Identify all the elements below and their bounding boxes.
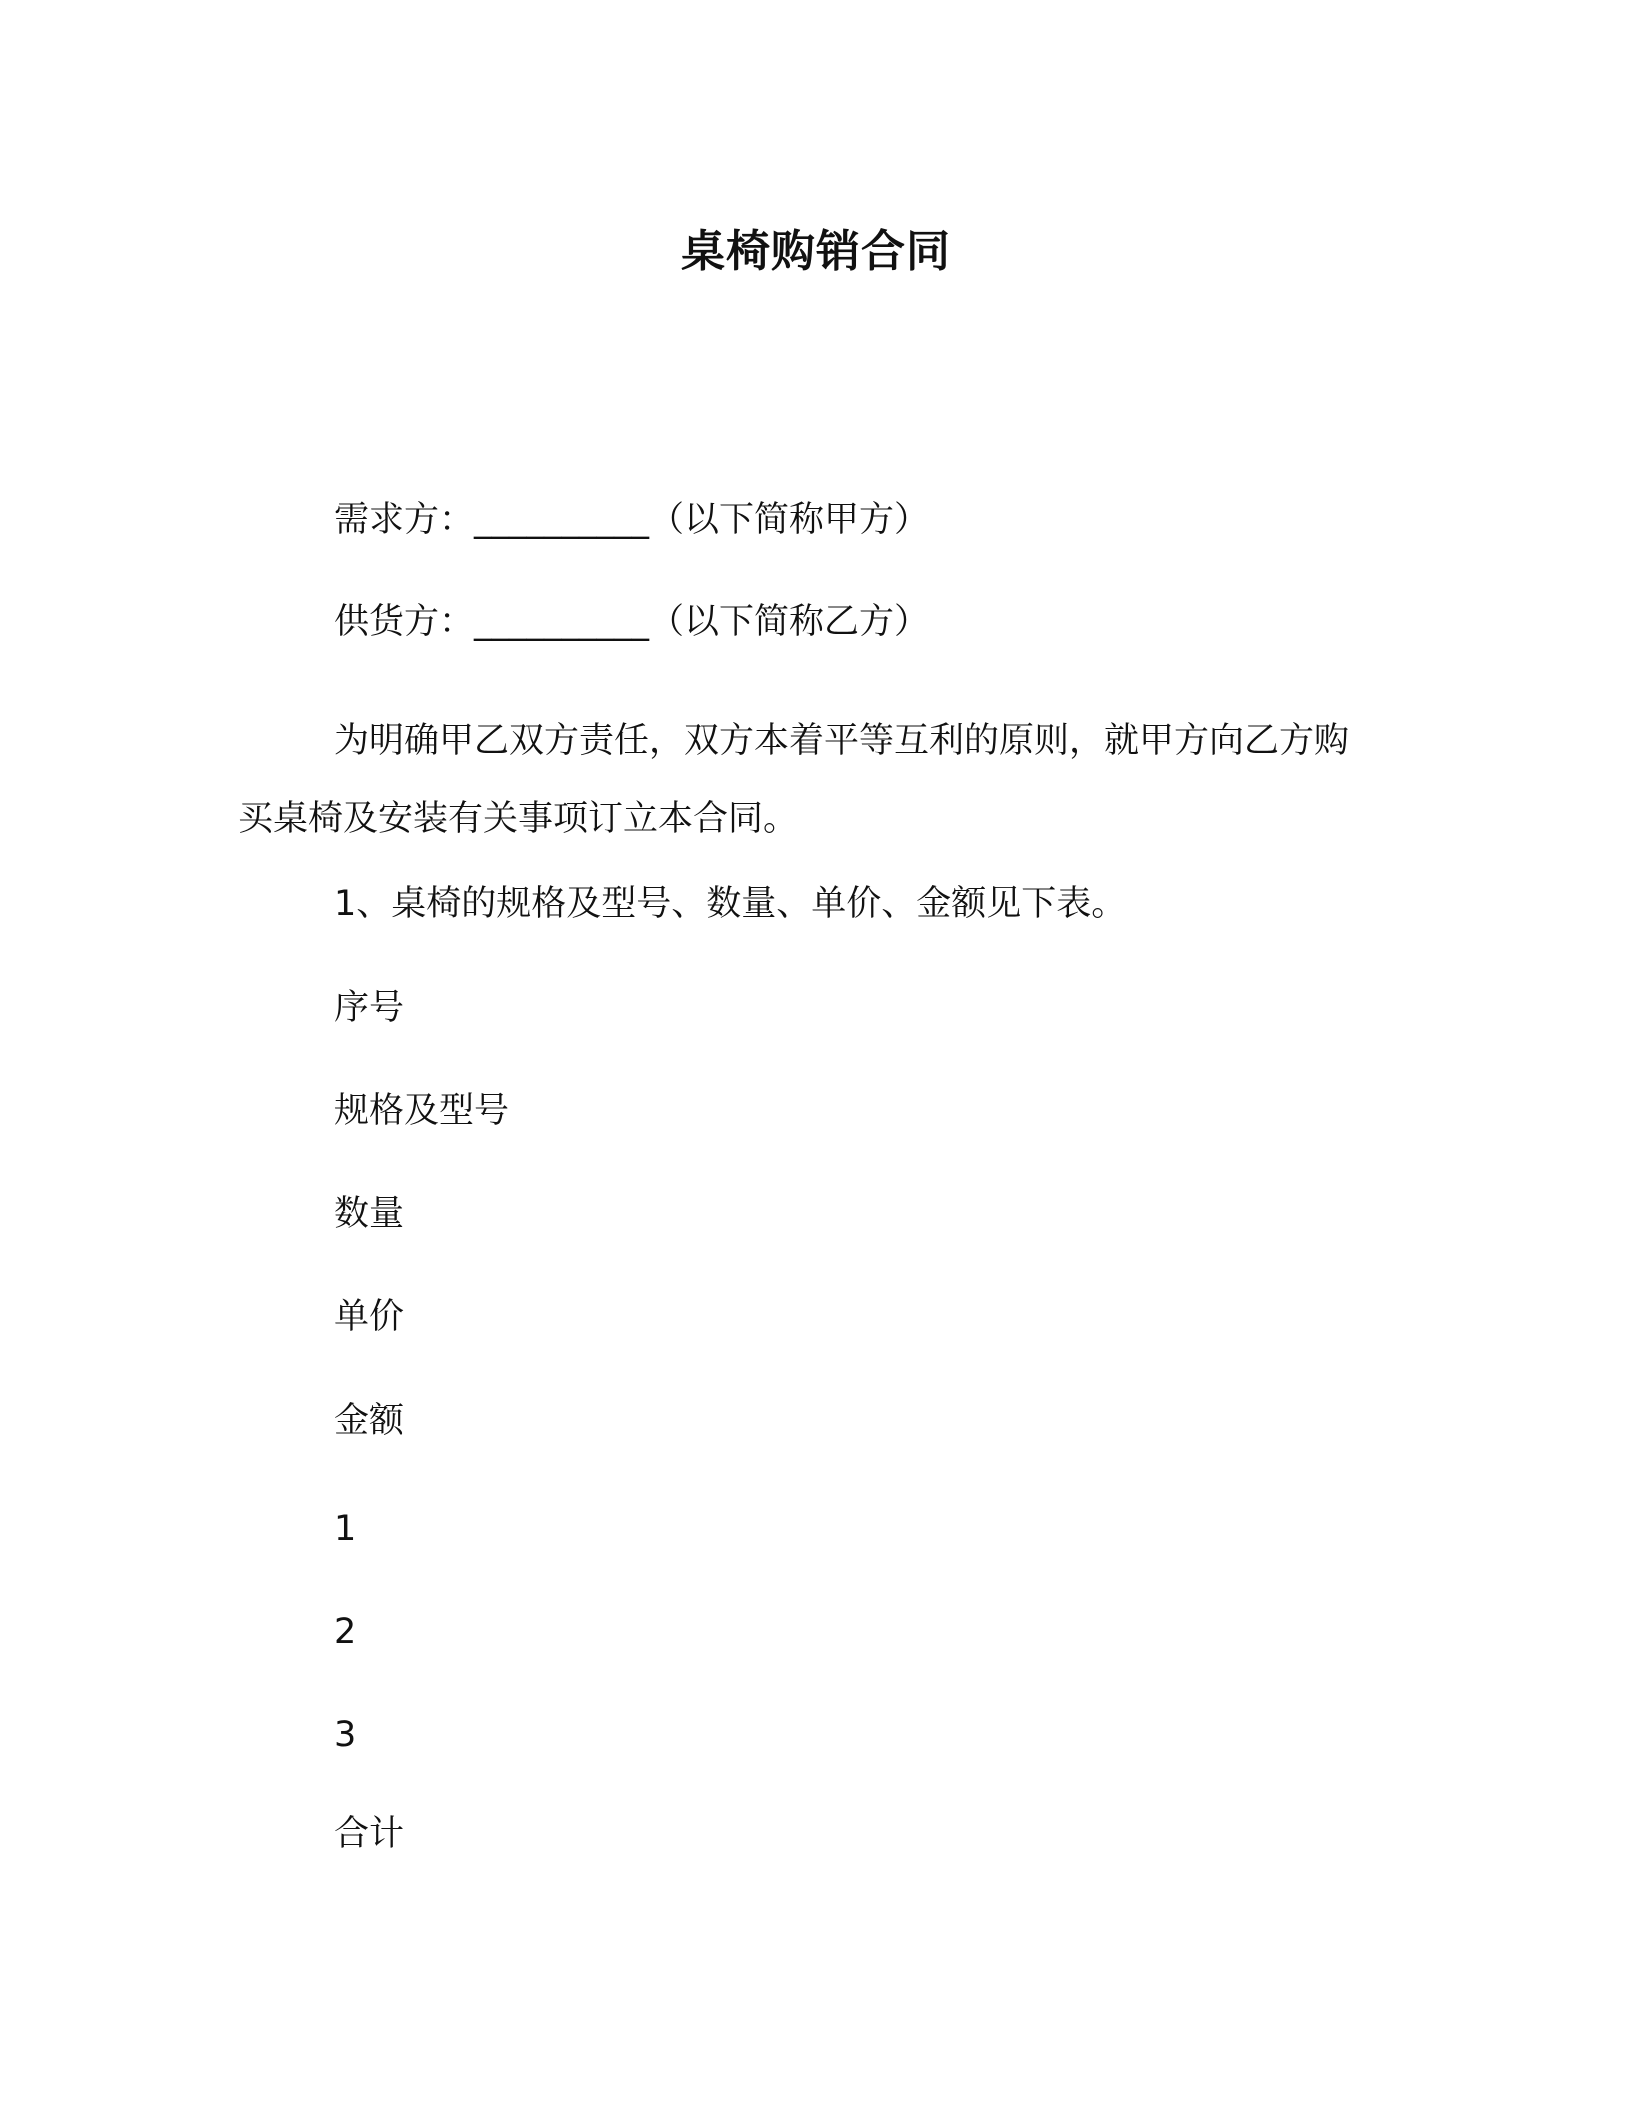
seller-line: 供货方：__________（以下简称乙方） [334, 602, 930, 642]
table-row-3: 3 [334, 1715, 357, 1755]
table-header-quantity: 数量 [334, 1194, 405, 1234]
contract-title: 桌椅购销合同 [681, 226, 951, 277]
table-header-amount: 金额 [334, 1401, 405, 1441]
table-row-1: 1 [334, 1509, 357, 1549]
table-header-serial: 序号 [334, 988, 405, 1028]
clause-1: 1、桌椅的规格及型号、数量、单价、金额见下表。 [334, 884, 1127, 924]
table-header-spec: 规格及型号 [334, 1091, 510, 1131]
table-row-2: 2 [334, 1612, 357, 1652]
buyer-line: 需求方：__________（以下简称甲方） [334, 500, 930, 540]
table-total: 合计 [334, 1814, 405, 1854]
intro-paragraph: 为明确甲乙双方责任，双方本着平等互利的原则，就甲方向乙方购买桌椅及安装有关事项订立本合同。 [238, 721, 1350, 839]
table-header-unit-price: 单价 [334, 1297, 405, 1337]
